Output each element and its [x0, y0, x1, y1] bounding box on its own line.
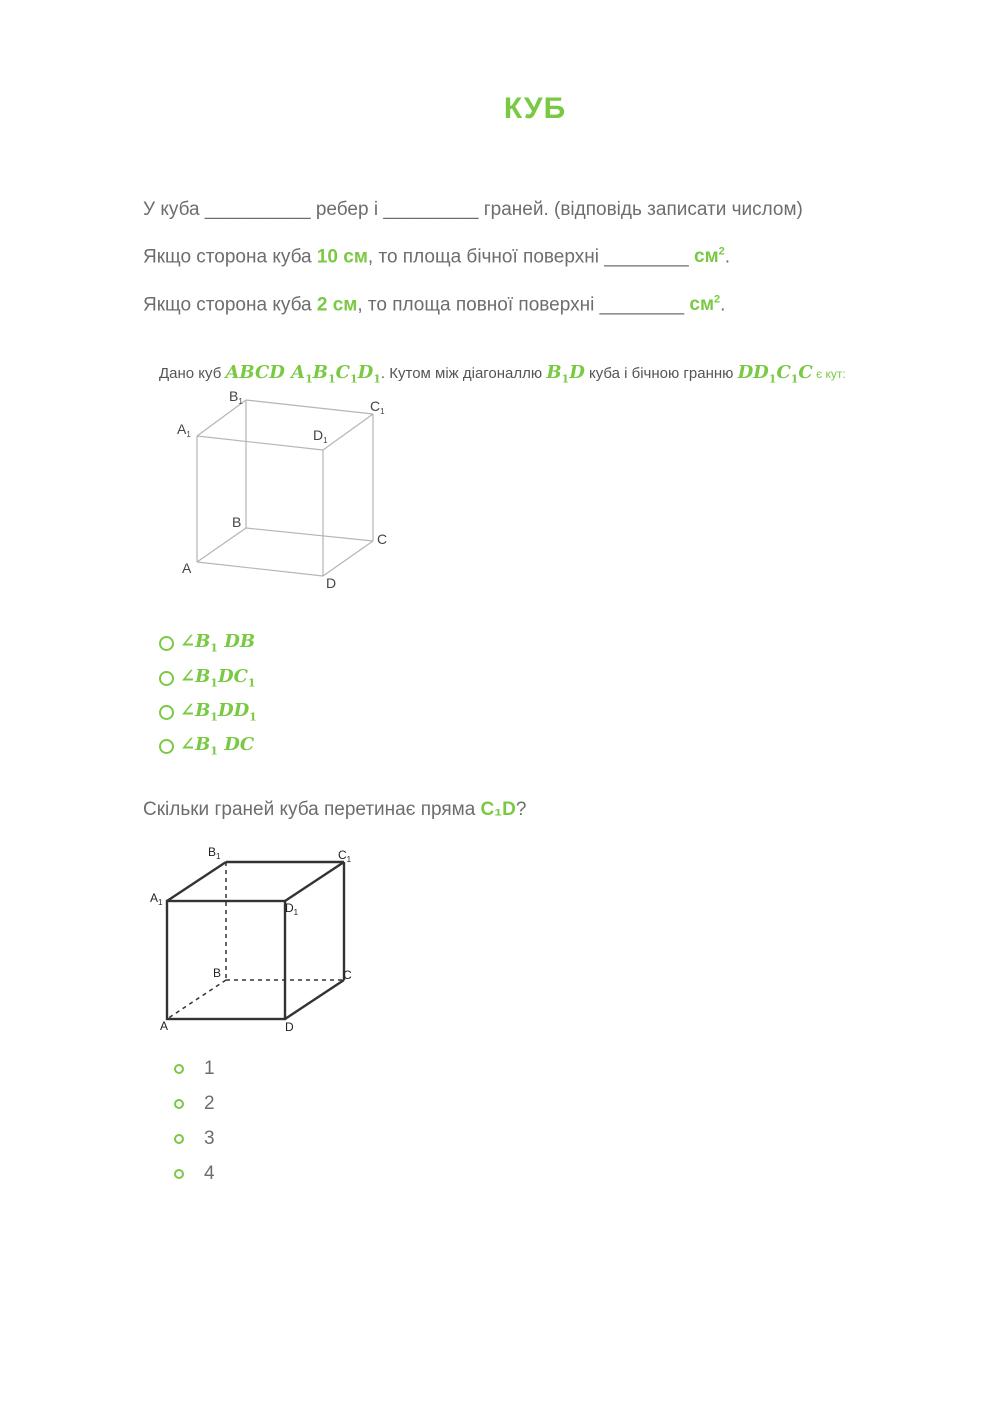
radio-option-3[interactable]: [159, 699, 257, 725]
fill-text: У куба __________ ребер і _________ граней. (відповідь записати числом): [143, 199, 803, 220]
vertex-b1: $B_1$: [229, 388, 243, 406]
answer-option-1[interactable]: [174, 1057, 215, 1081]
vertex-a: A: [182, 560, 192, 576]
vertex-d1: $D_1$: [285, 901, 299, 917]
cube-diagram-2: [145, 840, 365, 1040]
radio-circle[interactable]: [159, 705, 174, 720]
vertex-a1: $A_1$: [150, 891, 163, 907]
answer-option-2[interactable]: [174, 1092, 215, 1116]
vertex-a: A: [160, 1019, 169, 1033]
fill-text: Якщо сторона куба: [143, 294, 317, 316]
radio-option-4[interactable]: [159, 733, 254, 759]
fill-text: , то площа повної поверхні ________: [357, 294, 690, 316]
fill-text: , то площа бічної поверхні ________: [367, 246, 695, 268]
option-circle[interactable]: [174, 1099, 184, 1109]
option-circle[interactable]: [174, 1169, 184, 1179]
fill-in-lateral-area: [143, 246, 730, 268]
radio-circle[interactable]: [159, 671, 174, 686]
vertex-d1: $D_1$: [313, 427, 328, 445]
vertex-d: D: [326, 575, 337, 591]
unit: $см^2$: [689, 294, 721, 316]
vertex-c: C: [343, 968, 352, 982]
answer-option-3[interactable]: [174, 1127, 215, 1151]
cube-diagram-1: [170, 385, 400, 595]
radio-label: $\angle B_1$ DB: [180, 631, 256, 655]
vertex-b1: $B_1$: [208, 845, 221, 861]
option-label: 4: [204, 1163, 215, 1184]
side-length: 10 см: [316, 246, 368, 268]
vertex-c1: $C_1$: [338, 848, 352, 864]
question-1-text: Дано куб ABCD $A_1B_1C_1D_1$. Кутом між діагоналлю $B_1D$ куба і бічною гранню $DD_1C_1C$ є кут:: [159, 362, 846, 386]
vertex-c: C: [377, 531, 388, 547]
radio-circle[interactable]: [159, 636, 174, 651]
unit: $см^2$: [694, 246, 725, 268]
option-label: 2: [204, 1093, 215, 1114]
fill-in-total-area: [143, 294, 725, 316]
option-circle[interactable]: [174, 1064, 184, 1074]
vertex-b: B: [213, 966, 222, 980]
vertex-a1: $A_1$: [177, 421, 191, 439]
fill-in-edges-faces: [143, 199, 803, 221]
answer-option-4[interactable]: [174, 1162, 215, 1186]
vertex-b: B: [232, 514, 242, 530]
side-length: 2 см: [316, 294, 358, 316]
option-circle[interactable]: [174, 1134, 184, 1144]
vertex-d: D: [285, 1020, 294, 1034]
period: .: [720, 294, 726, 316]
vertex-c1: $C_1$: [370, 398, 385, 416]
question-2-text: Скільки граней куба перетинає пряма C₁D?: [143, 799, 527, 820]
line-name: C₁D: [480, 799, 516, 820]
radio-circle[interactable]: [159, 739, 174, 754]
radio-label: $\angle B_1DC_1$: [180, 666, 256, 690]
option-label: 1: [204, 1058, 215, 1079]
radio-option-2[interactable]: [159, 665, 256, 691]
radio-label: $\angle B_1DD_1$: [180, 700, 257, 724]
radio-label: $\angle B_1$ DC: [180, 734, 255, 758]
page-title: КУБ: [503, 92, 567, 125]
period: .: [724, 246, 731, 268]
option-label: 3: [204, 1128, 215, 1149]
radio-option-1[interactable]: [159, 630, 255, 656]
fill-text: Якщо сторона куба: [143, 246, 317, 268]
